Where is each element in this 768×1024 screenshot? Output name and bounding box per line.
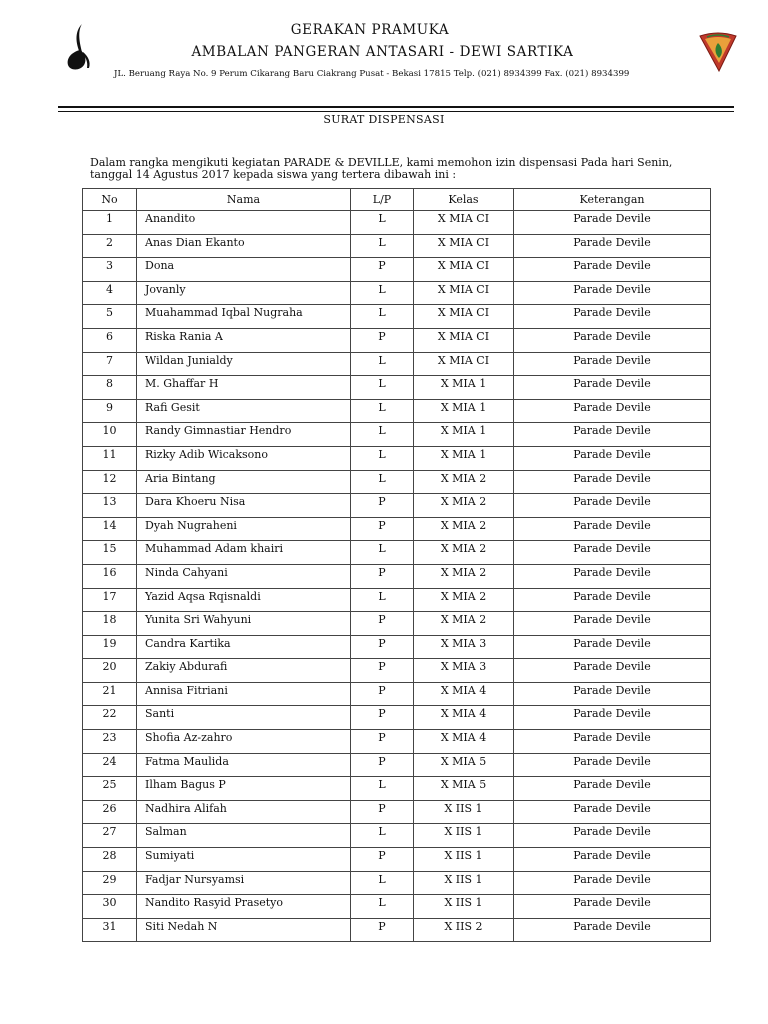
cell-no: 29 [83,871,137,895]
cell-lp: P [351,800,414,824]
cell-nama: M. Ghaffar H [137,376,351,400]
cell-keterangan: Parade Devile [514,612,711,636]
header-divider-thin [58,111,734,112]
cell-keterangan: Parade Devile [514,635,711,659]
header-lp: L/P [351,189,414,211]
cell-keterangan: Parade Devile [514,753,711,777]
cell-keterangan: Parade Devile [514,305,711,329]
cell-kelas: X IIS 1 [414,871,514,895]
cell-keterangan: Parade Devile [514,824,711,848]
header-keterangan: Keterangan [514,189,711,211]
cell-kelas: X MIA 1 [414,423,514,447]
table-row [83,659,711,683]
cell-no: 13 [83,494,137,518]
cell-kelas: X MIA 2 [414,564,514,588]
cell-lp: P [351,848,414,872]
cell-kelas: X MIA CI [414,328,514,352]
cell-kelas: X MIA 3 [414,659,514,683]
cell-keterangan: Parade Devile [514,588,711,612]
cell-nama: Muhammad Adam khairi [137,541,351,565]
cell-nama: Dara Khoeru Nisa [137,494,351,518]
cell-no: 22 [83,706,137,730]
cell-no: 20 [83,659,137,683]
cell-kelas: X MIA 2 [414,494,514,518]
table-row [83,258,711,282]
cell-lp: L [351,423,414,447]
cell-kelas: X MIA 1 [414,376,514,400]
cell-no: 12 [83,470,137,494]
cell-nama: Shofia Az-zahro [137,730,351,754]
table-row [83,305,711,329]
cell-nama: Nandito Rasyid Prasetyo [137,895,351,919]
cell-kelas: X MIA 1 [414,399,514,423]
cell-nama: Fatma Maulida [137,753,351,777]
cell-lp: P [351,258,414,282]
cell-kelas: X MIA CI [414,234,514,258]
cell-no: 14 [83,517,137,541]
org-name: GERAKAN PRAMUKA [290,22,450,38]
cell-nama: Zakiy Abdurafi [137,659,351,683]
cell-nama: Aria Bintang [137,470,351,494]
cell-no: 1 [83,211,137,235]
cell-nama: Ilham Bagus P [137,777,351,801]
table-row [83,612,711,636]
cell-no: 17 [83,588,137,612]
table-row [83,848,711,872]
table-row [83,588,711,612]
cell-no: 28 [83,848,137,872]
header-divider-thick [58,106,734,108]
cell-nama: Anandito [137,211,351,235]
cell-keterangan: Parade Devile [514,211,711,235]
cell-nama: Santi [137,706,351,730]
cell-lp: P [351,494,414,518]
cell-keterangan: Parade Devile [514,564,711,588]
table-row [83,470,711,494]
student-table [82,188,711,942]
table-row [83,753,711,777]
cell-keterangan: Parade Devile [514,328,711,352]
cell-kelas: X MIA 2 [414,612,514,636]
cell-lp: L [351,376,414,400]
cell-kelas: X MIA 2 [414,588,514,612]
cell-nama: Fadjar Nursyamsi [137,871,351,895]
cell-lp: L [351,541,414,565]
cell-nama: Yunita Sri Wahyuni [137,612,351,636]
table-row [83,446,711,470]
table-row [83,777,711,801]
cell-nama: Rafi Gesit [137,399,351,423]
table-row [83,895,711,919]
cell-nama: Sumiyati [137,848,351,872]
cell-keterangan: Parade Devile [514,706,711,730]
cell-keterangan: Parade Devile [514,470,711,494]
cell-no: 27 [83,824,137,848]
cell-lp: L [351,871,414,895]
cell-lp: L [351,352,414,376]
cell-keterangan: Parade Devile [514,730,711,754]
cell-nama: Muahammad Iqbal Nugraha [137,305,351,329]
table-row [83,399,711,423]
cell-lp: P [351,753,414,777]
cell-lp: P [351,730,414,754]
cell-nama: Annisa Fitriani [137,682,351,706]
table-row [83,352,711,376]
table-row [83,423,711,447]
cell-keterangan: Parade Devile [514,399,711,423]
cell-no: 25 [83,777,137,801]
cell-lp: L [351,399,414,423]
cell-nama: Nadhira Alifah [137,800,351,824]
ambalan-name: AMBALAN PANGERAN ANTASARI - DEWI SARTIKA [191,44,574,60]
table-row [83,824,711,848]
header-kelas: Kelas [414,189,514,211]
cell-no: 31 [83,918,137,942]
cell-nama: Anas Dian Ekanto [137,234,351,258]
cell-kelas: X MIA 5 [414,777,514,801]
cell-lp: L [351,824,414,848]
cell-kelas: X MIA 2 [414,470,514,494]
cell-kelas: X MIA 3 [414,635,514,659]
cell-nama: Jovanly [137,281,351,305]
table-row [83,281,711,305]
cell-keterangan: Parade Devile [514,918,711,942]
cell-keterangan: Parade Devile [514,871,711,895]
cell-lp: L [351,281,414,305]
cell-nama: Dyah Nugraheni [137,517,351,541]
cell-no: 8 [83,376,137,400]
table-row [83,376,711,400]
cell-no: 24 [83,753,137,777]
header-no: No [83,189,137,211]
cell-keterangan: Parade Devile [514,281,711,305]
cell-nama: Riska Rania A [137,328,351,352]
cell-no: 16 [83,564,137,588]
cell-keterangan: Parade Devile [514,541,711,565]
cell-nama: Salman [137,824,351,848]
cell-no: 15 [83,541,137,565]
table-row [83,234,711,258]
cell-nama: Yazid Aqsa Rqisnaldi [137,588,351,612]
cell-no: 6 [83,328,137,352]
cell-lp: P [351,517,414,541]
table-row [83,682,711,706]
cell-keterangan: Parade Devile [514,376,711,400]
table-row [83,871,711,895]
table-body [83,211,711,942]
cell-kelas: X MIA 4 [414,682,514,706]
cell-lp: L [351,211,414,235]
cell-lp: P [351,918,414,942]
table-row [83,800,711,824]
document-title: SURAT DISPENSASI [323,113,445,126]
table-row [83,211,711,235]
cell-kelas: X MIA 4 [414,706,514,730]
cell-kelas: X MIA CI [414,305,514,329]
cell-nama: Randy Gimnastiar Hendro [137,423,351,447]
cell-no: 26 [83,800,137,824]
cell-keterangan: Parade Devile [514,800,711,824]
table-row [83,730,711,754]
cell-lp: P [351,612,414,636]
cell-keterangan: Parade Devile [514,682,711,706]
cell-keterangan: Parade Devile [514,777,711,801]
header-nama: Nama [137,189,351,211]
cell-lp: L [351,446,414,470]
cell-keterangan: Parade Devile [514,848,711,872]
table-row [83,706,711,730]
cell-kelas: X IIS 1 [414,895,514,919]
cell-no: 9 [83,399,137,423]
table-row [83,541,711,565]
cell-keterangan: Parade Devile [514,494,711,518]
cell-nama: Ninda Cahyani [137,564,351,588]
cell-nama: Wildan Junialdy [137,352,351,376]
address-line: JL. Beruang Raya No. 9 Perum Cikarang Baru Ciakrang Pusat - Bekasi 17815 Telp. (021) 8934399 Fax. (021) 8934399 [114,69,630,79]
table-row [83,328,711,352]
cell-nama: Candra Kartika [137,635,351,659]
cell-keterangan: Parade Devile [514,895,711,919]
cell-kelas: X IIS 1 [414,848,514,872]
cell-no: 7 [83,352,137,376]
cell-kelas: X MIA CI [414,281,514,305]
cell-no: 10 [83,423,137,447]
cell-kelas: X MIA 4 [414,730,514,754]
table-row [83,494,711,518]
cell-no: 5 [83,305,137,329]
cell-kelas: X MIA 1 [414,446,514,470]
cell-no: 21 [83,682,137,706]
cell-lp: L [351,305,414,329]
cell-keterangan: Parade Devile [514,234,711,258]
cell-kelas: X IIS 1 [414,824,514,848]
cell-no: 11 [83,446,137,470]
cell-lp: P [351,659,414,683]
cell-kelas: X MIA 5 [414,753,514,777]
cell-keterangan: Parade Devile [514,659,711,683]
table-row [83,918,711,942]
cell-lp: L [351,777,414,801]
table-row [83,517,711,541]
cell-keterangan: Parade Devile [514,258,711,282]
table-header-row [83,189,711,211]
cell-nama: Siti Nedah N [137,918,351,942]
cell-no: 19 [83,635,137,659]
table-row [83,635,711,659]
cell-no: 23 [83,730,137,754]
cell-lp: P [351,635,414,659]
cell-kelas: X MIA 2 [414,541,514,565]
cell-lp: P [351,682,414,706]
cell-keterangan: Parade Devile [514,446,711,470]
cell-lp: L [351,895,414,919]
cell-kelas: X IIS 2 [414,918,514,942]
cell-lp: L [351,470,414,494]
cell-keterangan: Parade Devile [514,352,711,376]
cell-kelas: X MIA 2 [414,517,514,541]
intro-paragraph: Dalam rangka mengikuti kegiatan PARADE & DEVILLE, kami memohon izin dispensasi Pada hari Senin, tanggal 14 Agustus 2017 kepada siswa yang tertera dibawah ini : [90,156,673,181]
table-row [83,564,711,588]
cell-kelas: X IIS 1 [414,800,514,824]
cell-no: 18 [83,612,137,636]
cell-no: 3 [83,258,137,282]
cell-keterangan: Parade Devile [514,423,711,447]
cell-lp: P [351,706,414,730]
cell-no: 2 [83,234,137,258]
cell-kelas: X MIA CI [414,352,514,376]
cell-nama: Dona [137,258,351,282]
cell-kelas: X MIA CI [414,258,514,282]
cell-lp: P [351,328,414,352]
cell-keterangan: Parade Devile [514,517,711,541]
cell-nama: Rizky Adib Wicaksono [137,446,351,470]
cell-lp: L [351,234,414,258]
cell-no: 30 [83,895,137,919]
cell-kelas: X MIA CI [414,211,514,235]
cell-lp: L [351,588,414,612]
cell-no: 4 [83,281,137,305]
cell-lp: P [351,564,414,588]
